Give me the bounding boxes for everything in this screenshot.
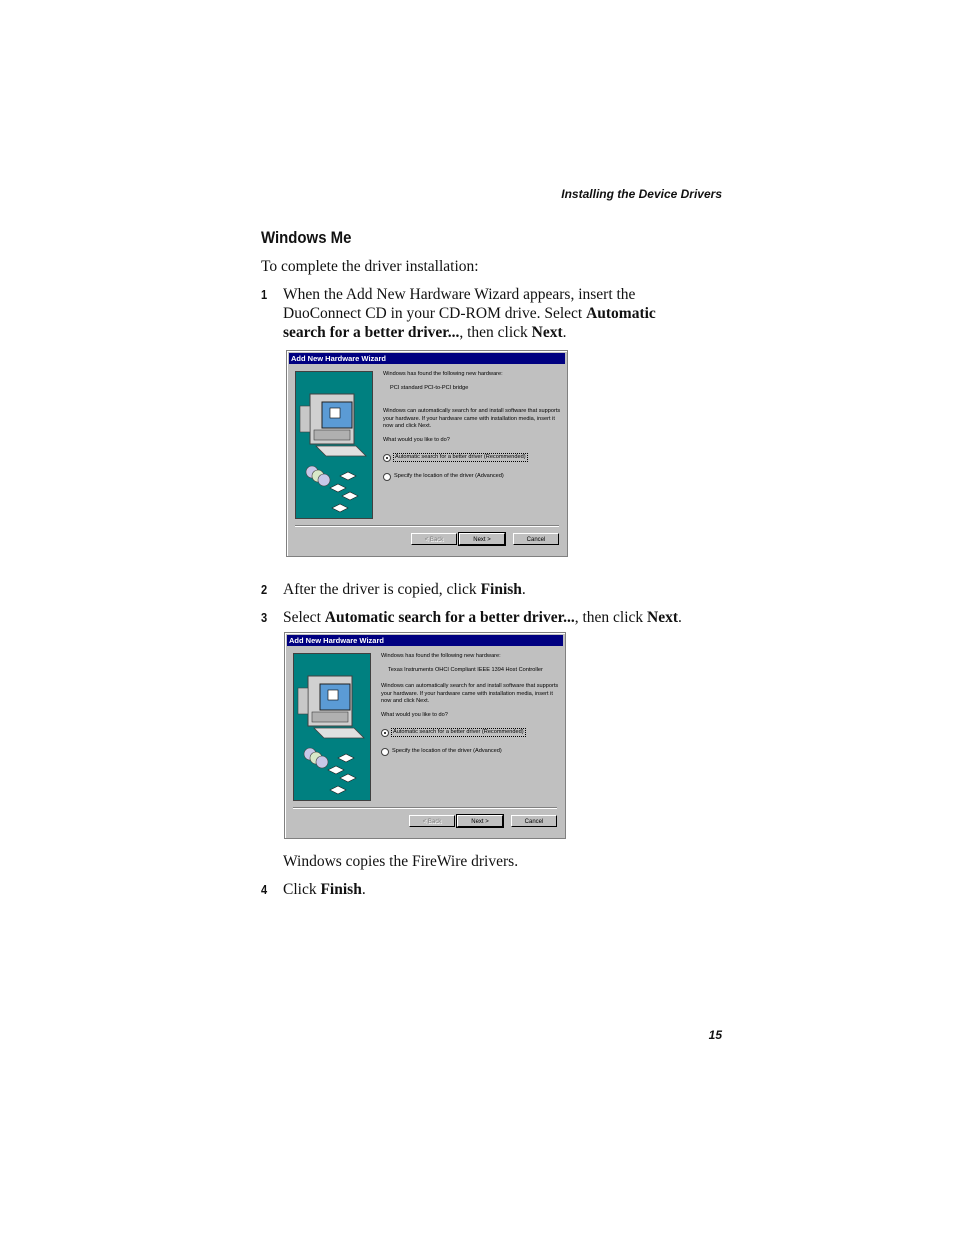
dialog-title: Add New Hardware Wizard [287,635,563,646]
step-2 [261,580,701,599]
found-text: Windows has found the following new hardware: [383,371,503,377]
running-header: Installing the Device Drivers [561,187,722,201]
radio-label: Automatic search for a better driver (Recommended) [395,453,526,460]
step-3 [261,608,731,627]
dialog-divider [293,807,557,809]
description-text: Windows can automatically search for and install software that supports your hardware. If your hardware came with installation media, insert it now and click Next. [381,683,559,705]
radio-label: Automatic search for a better driver (Recommended) [393,728,524,735]
step-text: After the driver is copied, click Finish. [283,581,526,598]
wizard-content [381,653,561,767]
add-hardware-wizard-dialog [286,350,568,557]
radio-selected-icon[interactable] [381,729,389,737]
page-number: 15 [708,1028,722,1042]
radio-specify-location[interactable] [381,748,561,756]
back-button[interactable]: < Back [409,815,455,827]
step-text: Select Automatic search for a better driver..., then click Next. [283,609,682,626]
radio-automatic-search[interactable] [383,454,563,462]
found-text: Windows has found the following new hardware: [381,653,501,659]
computer-icon [296,372,372,518]
wizard-content [383,371,563,492]
cancel-button[interactable]: Cancel [513,533,559,545]
cancel-button[interactable]: Cancel [511,815,557,827]
radio-label: Specify the location of the driver (Advanced) [392,747,502,754]
step-text: When the Add New Hardware Wizard appears, insert the DuoConnect CD in your CD-ROM drive. Select Automatic search for a better driver..., then click Next. [283,286,656,341]
question-text: What would you like to do? [381,711,448,718]
intro-text: To complete the driver installation: [261,258,479,275]
step-number: 2 [261,582,268,597]
next-button[interactable]: Next > [457,815,503,827]
copies-note: Windows copies the FireWire drivers. [283,853,519,870]
step-number: 3 [261,610,268,625]
wizard-illustration [295,371,373,519]
back-button[interactable]: < Back [411,533,457,545]
device-name: Texas Instruments OHCI Compliant IEEE 1394 Host Controller [388,666,543,673]
step-text: Click Finish. [283,881,366,898]
step-number: 1 [261,287,268,302]
radio-selected-icon[interactable] [383,454,391,462]
radio-automatic-search[interactable] [381,729,561,737]
radio-unselected-icon[interactable] [383,473,391,481]
dialog-title: Add New Hardware Wizard [289,353,565,364]
dialog-divider [295,525,559,527]
radio-specify-location[interactable] [383,473,563,481]
step-1 [261,285,701,342]
section-title: Windows Me [261,228,352,247]
device-name: PCI standard PCI-to-PCI bridge [390,384,469,391]
wizard-illustration [293,653,371,801]
next-button[interactable]: Next > [459,533,505,545]
question-text: What would you like to do? [383,436,450,443]
computer-icon [294,654,370,800]
step-4 [261,880,701,899]
radio-label: Specify the location of the driver (Advanced) [394,472,504,479]
add-hardware-wizard-dialog [284,632,566,839]
radio-unselected-icon[interactable] [381,748,389,756]
description-text: Windows can automatically search for and install software that supports your hardware. If your hardware came with installation media, insert it now and click Next. [383,408,561,430]
step-number: 4 [261,882,268,897]
